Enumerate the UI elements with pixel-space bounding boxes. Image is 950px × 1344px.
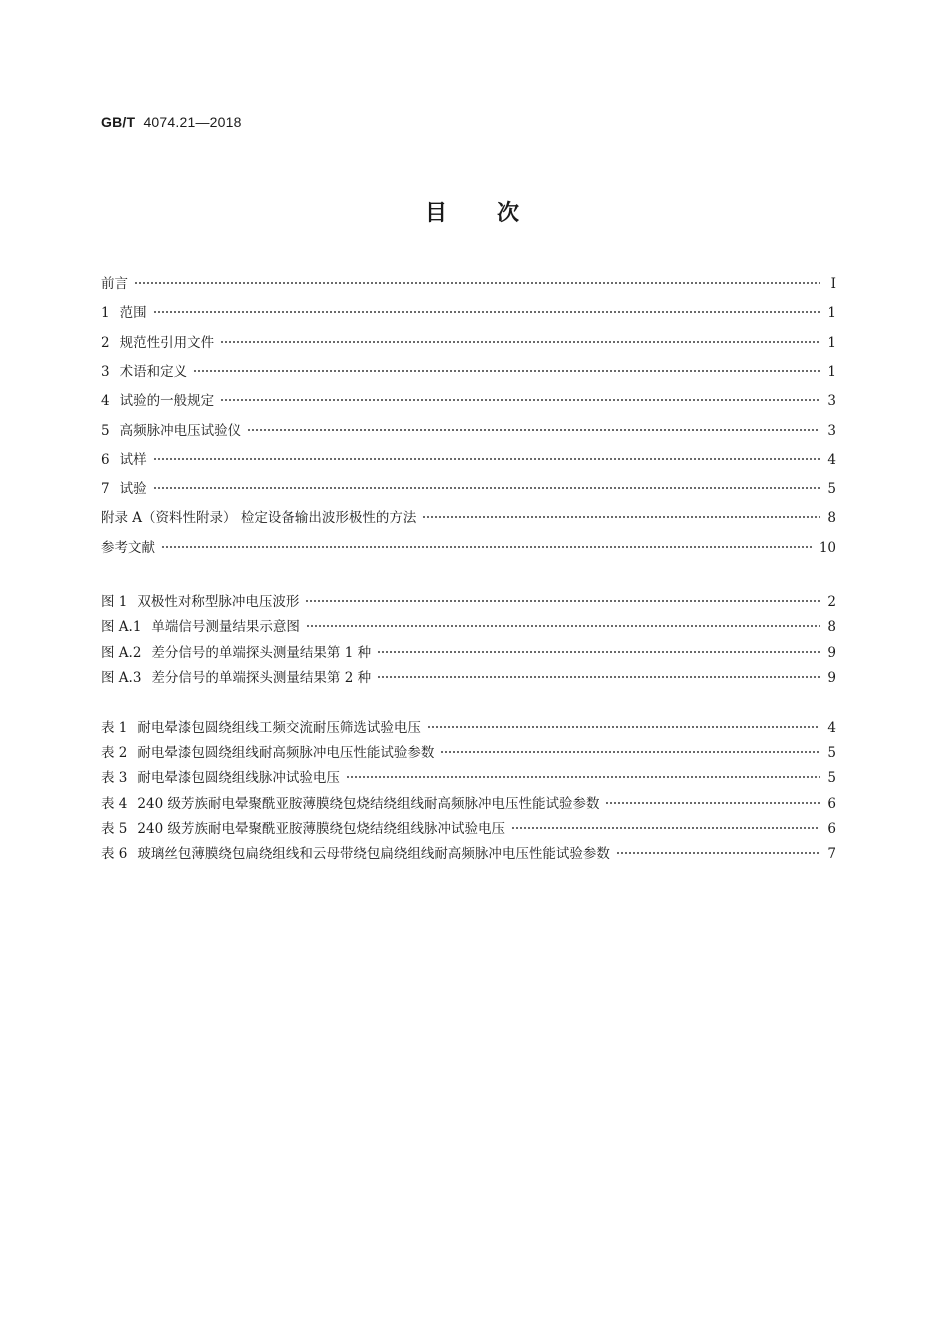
toc-entry[interactable] — [101, 716, 836, 736]
toc-entry-number: 图 A.2 — [101, 644, 142, 661]
toc-entry[interactable] — [101, 506, 836, 526]
toc-entry-label — [101, 301, 153, 321]
toc-entry-label — [101, 506, 422, 526]
toc-entry-text: 前言 — [101, 276, 128, 292]
toc-leader-dots — [306, 621, 820, 631]
toc-entry-page: 9 — [827, 669, 836, 686]
toc-entry-label — [101, 360, 193, 380]
toc-entry-text: 差分信号的单端探头测量结果第 2 种 — [151, 669, 372, 686]
toc-entry-label — [101, 615, 306, 635]
toc-entry-text: 差分信号的单端探头测量结果第 1 种 — [151, 644, 372, 661]
toc-leader-dots — [134, 278, 820, 288]
toc-leader-dots — [153, 483, 820, 493]
toc-entry-number: 图 A.3 — [101, 669, 142, 686]
toc-entry-page: 5 — [827, 745, 836, 762]
toc-leader-dots — [305, 596, 820, 606]
toc-entry[interactable] — [101, 641, 836, 661]
toc-entry-number: 6 — [101, 451, 110, 468]
toc-leader-dots — [377, 647, 820, 657]
toc-entry-number: 5 — [101, 422, 110, 439]
toc-leader-dots — [193, 366, 820, 376]
toc-entry[interactable] — [101, 448, 836, 468]
toc-entry-text: 规范性引用文件 — [119, 334, 215, 351]
toc-entry-text: 参考文献 — [101, 539, 155, 556]
toc-entry-label — [101, 842, 616, 862]
toc-entry-page: 1 — [827, 305, 836, 322]
toc-entry-number: 表 2 — [101, 745, 128, 762]
toc-entry-text: 耐电晕漆包圆绕组线脉冲试验电压 — [137, 770, 340, 787]
toc-entry-page: 10 — [818, 539, 836, 556]
toc-entry-number: 3 — [101, 363, 110, 380]
toc-leader-dots — [511, 823, 820, 833]
toc-entry[interactable] — [101, 331, 836, 351]
toc-entry-text: 耐电晕漆包圆绕组线耐高频脉冲电压性能试验参数 — [137, 745, 435, 762]
toc-entry-text: 试样 — [119, 451, 147, 468]
toc-leader-dots — [605, 798, 820, 808]
toc-entry[interactable] — [101, 792, 836, 812]
toc-leader-dots — [220, 337, 820, 347]
toc-entry-number: 表 3 — [101, 770, 128, 787]
toc-entry-text: 高频脉冲电压试验仪 — [119, 422, 242, 439]
toc-entry-text: 耐电晕漆包圆绕组线工频交流耐压筛选试验电压 — [137, 720, 421, 736]
toc-entry-page: 9 — [827, 644, 836, 661]
toc-entry-page: 6 — [827, 820, 836, 837]
toc-entry-number: 表 6 — [101, 846, 128, 862]
toc-leader-dots — [153, 454, 820, 464]
toc-entry-label — [101, 666, 377, 686]
toc-entry-label — [101, 272, 134, 292]
toc-entry-label — [101, 331, 220, 351]
toc-entry[interactable] — [101, 590, 836, 610]
toc-entry-label — [101, 766, 346, 786]
toc-leader-dots — [153, 307, 820, 317]
toc-entry-number: 1 — [101, 305, 110, 322]
toc-entry-number: 表 4 — [101, 795, 128, 812]
toc-entry-page: 4 — [827, 720, 836, 736]
toc-entry-text: 单端信号测量结果示意图 — [151, 619, 300, 636]
toc-entry[interactable] — [101, 741, 836, 761]
toc-entry-label — [101, 792, 605, 812]
toc-entry-page: 1 — [827, 363, 836, 380]
toc-entry-number: 4 — [101, 393, 110, 410]
toc-entry-label — [101, 741, 440, 761]
toc-leader-dots — [427, 722, 820, 732]
toc-entry-page: 1 — [827, 334, 836, 351]
toc-entry[interactable] — [101, 419, 836, 439]
toc-entry-label — [101, 536, 161, 556]
toc-entry[interactable] — [101, 842, 836, 862]
toc-entry-text: 玻璃丝包薄膜绕包扁绕组线和云母带绕包扁绕组线耐高频脉冲电压性能试验参数 — [137, 846, 610, 862]
toc-entry-label — [101, 448, 153, 468]
toc-leader-dots — [377, 672, 820, 682]
toc-entry[interactable] — [101, 817, 836, 837]
toc-entry-text: 双极性对称型脉冲电压波形 — [137, 594, 300, 610]
toc-entry-page: 8 — [827, 619, 836, 636]
toc-entry-label — [101, 641, 377, 661]
toc-leader-dots — [440, 747, 820, 757]
toc-entry[interactable] — [101, 766, 836, 786]
toc-entry-label — [101, 419, 247, 439]
toc-entry[interactable] — [101, 666, 836, 686]
toc-title: 目次 — [424, 201, 569, 226]
toc-entry-label — [101, 590, 305, 610]
toc-entry-text: 范围 — [119, 305, 147, 322]
toc-entry-text: 240 级芳族耐电晕聚酰亚胺薄膜绕包烧结绕组线耐高频脉冲电压性能试验参数 — [137, 795, 600, 812]
toc-entry-page: 7 — [827, 846, 836, 862]
toc-leader-dots — [220, 395, 820, 405]
toc-entry-label — [101, 817, 511, 837]
toc-entry-page: 3 — [827, 422, 836, 439]
toc-entry-text: 术语和定义 — [119, 363, 188, 380]
toc-entry-page: 4 — [827, 451, 836, 468]
toc-entry-number: 图 1 — [101, 594, 128, 610]
toc-entry-number: 2 — [101, 334, 110, 351]
toc-entry-number: 7 — [101, 481, 110, 498]
toc-leader-dots — [422, 512, 820, 522]
toc-entry-page: 6 — [827, 795, 836, 812]
toc-entry[interactable] — [101, 301, 836, 321]
toc-entry-page: Ⅰ — [830, 276, 836, 292]
toc-entry-text: 试验的一般规定 — [119, 393, 215, 410]
toc-entry-label — [101, 389, 220, 409]
toc-entry-label — [101, 716, 427, 736]
toc-entry-text: 附录 A（资料性附录） 检定设备输出波形极性的方法 — [101, 510, 417, 527]
toc-entry-text: 240 级芳族耐电晕聚酰亚胺薄膜绕包烧结绕组线脉冲试验电压 — [137, 820, 505, 837]
toc-entry-label — [101, 477, 153, 497]
toc-entry-page: 8 — [827, 510, 836, 527]
toc-leader-dots — [247, 425, 820, 435]
toc-leader-dots — [346, 772, 820, 782]
toc-entry[interactable] — [101, 389, 836, 409]
toc-entry-number: 表 1 — [101, 720, 128, 736]
toc-entry-number: 表 5 — [101, 820, 128, 837]
toc-entry[interactable] — [101, 360, 836, 380]
toc-entry[interactable] — [101, 536, 836, 556]
toc-entry-text: 试验 — [119, 481, 147, 498]
toc-entry-number: 图 A.1 — [101, 619, 142, 636]
standard-code-number: 4074.21—2018 — [143, 114, 242, 130]
toc-entry[interactable] — [101, 477, 836, 497]
toc-entry-page: 5 — [827, 481, 836, 498]
toc-entry-page: 5 — [827, 770, 836, 787]
standard-code-prefix: GB/T — [101, 114, 136, 130]
toc-entry[interactable] — [101, 615, 836, 635]
toc-leader-dots — [616, 848, 820, 858]
toc-entry-page: 3 — [827, 393, 836, 410]
standard-code — [101, 114, 242, 130]
toc-entry-page: 2 — [827, 594, 836, 610]
toc-entry[interactable] — [101, 272, 836, 292]
toc-leader-dots — [161, 542, 813, 552]
